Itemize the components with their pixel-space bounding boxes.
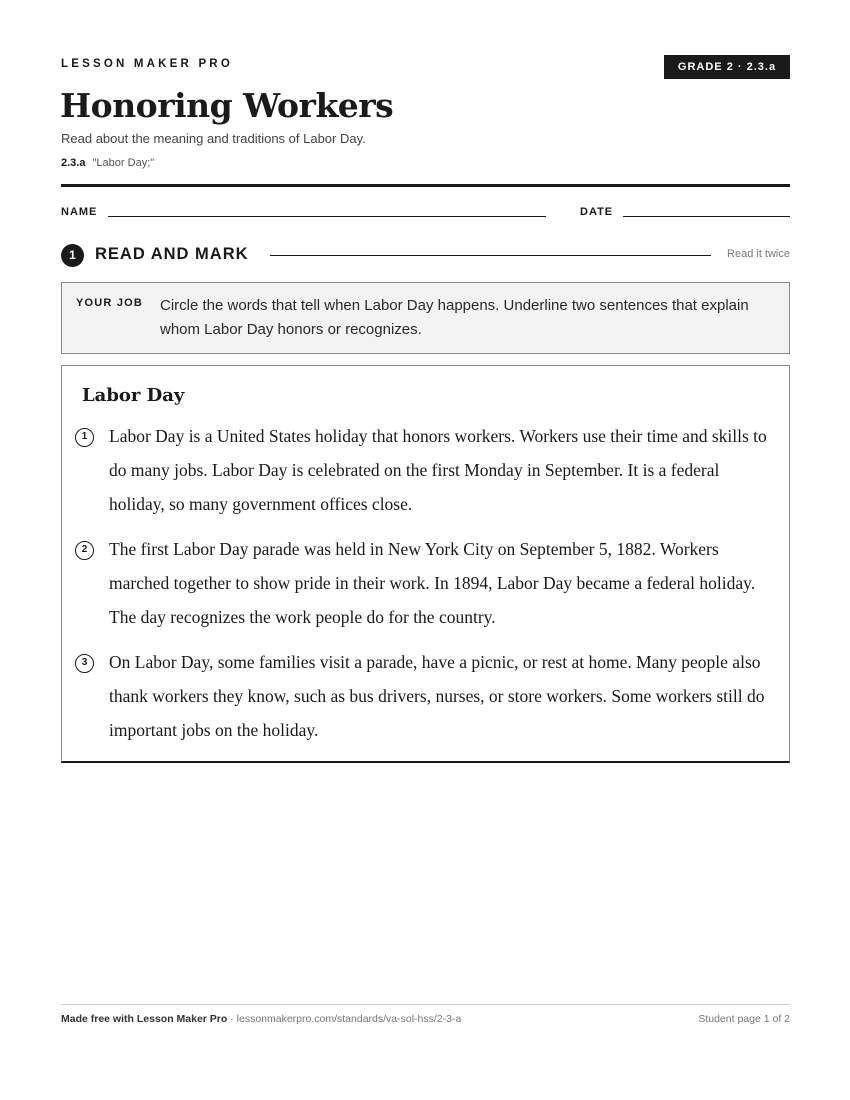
paragraph-text[interactable]: On Labor Day, some families visit a parade, have a picnic, or rest at home. Many people also thank workers they know, such as bus drivers, nurses, or store workers. Some workers still do important jobs on the holiday. [109,652,765,740]
instructions-label: YOUR JOB [76,297,144,309]
footer-credit [61,1013,461,1025]
footer-made-with: Made free with Lesson Maker Pro [61,1013,228,1025]
header-divider [61,184,790,187]
instructions-text: Circle the words that tell when Labor Day happens. Underline two sentences that explain whom Labor Day honors or recognizes. [160,297,749,338]
footer-page-number: Student page 1 of 2 [698,1013,790,1025]
date-label: DATE [580,206,614,218]
name-field[interactable] [108,216,546,217]
section-divider [270,255,711,256]
standard-code: 2.3.a [61,157,86,169]
standard-text: "Labor Day;" [92,157,155,169]
paragraph-text[interactable]: The first Labor Day parade was held in New York City on September 5, 1882. Workers marched together to show pride in their work. In 1894, Labor Day became a federal holiday. The day recognizes the work people do for the country. [109,539,756,627]
page-title: Honoring Workers [60,86,394,125]
footer-url[interactable]: · lessonmakerpro.com/standards/va-sol-hss/2-3-a [227,1013,462,1025]
reading-passage [61,365,790,763]
footer-divider [61,1004,790,1005]
paragraph-number: 3 [75,654,94,673]
section-number-badge: 1 [61,244,84,267]
instructions-box [61,282,790,354]
brand-name: LESSON MAKER PRO [61,58,233,70]
paragraph-number: 2 [75,541,94,560]
paragraph-number: 1 [75,428,94,447]
name-label: NAME [61,206,98,218]
date-field[interactable] [623,216,790,217]
section-hint: Read it twice [727,248,790,260]
section-title: READ AND MARK [95,245,249,263]
passage-title: Labor Day [82,385,185,406]
standard-reference [61,157,154,169]
paragraph-text[interactable]: Labor Day is a United States holiday that honors workers. Workers use their time and skills to do many jobs. Labor Day is celebrated on the first Monday in September. It is a federal holiday, so many government offices close. [109,426,767,514]
page-subtitle: Read about the meaning and traditions of Labor Day. [61,131,366,146]
grade-badge: GRADE 2 · 2.3.a [664,55,790,79]
